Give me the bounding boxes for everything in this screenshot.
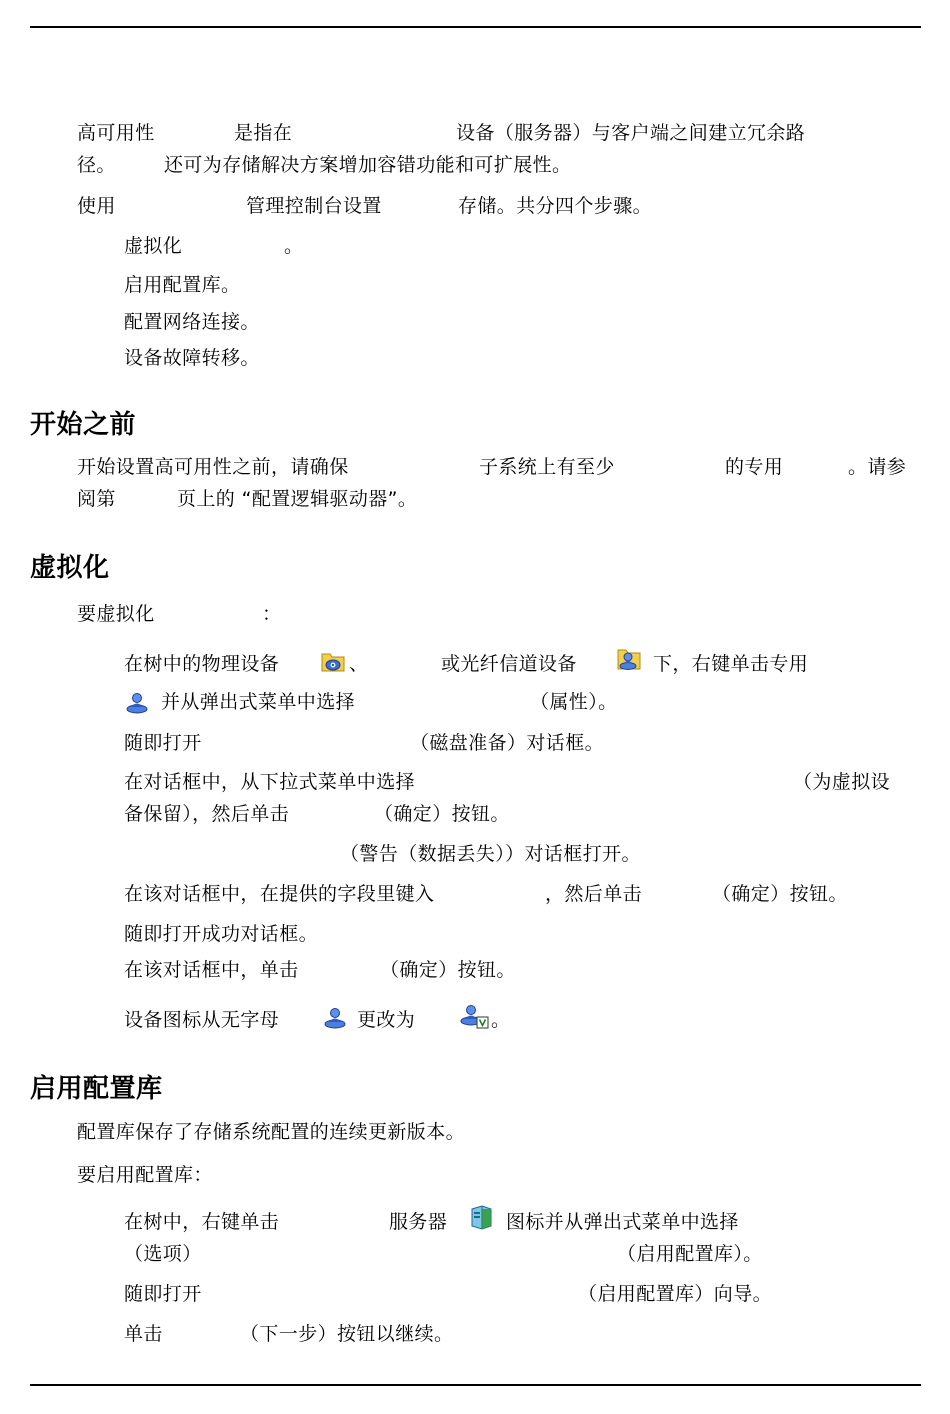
repo-s1-e: （启用配置库）。	[617, 1243, 763, 1265]
repo-s1-b: 服务器	[389, 1211, 448, 1233]
intro-line2-a: 径。	[77, 154, 116, 176]
before-p1-d: 。请参	[848, 456, 907, 478]
virt-s2-b: （磁盘准备）对话框。	[410, 732, 605, 754]
heading-before: 开始之前	[30, 410, 137, 440]
step-config-network: 配置网络连接。	[124, 311, 260, 333]
intro-line3-b: 管理控制台设置	[246, 195, 382, 217]
heading-virtualize: 虚拟化	[30, 553, 110, 583]
repo-s1-a: 在树中，右键单击	[124, 1211, 280, 1233]
bottom-rule	[30, 1384, 921, 1386]
virt-s5-a: 在该对话框中，在提供的字段里键入	[124, 883, 435, 905]
virt-s1-c: 或光纤信道设备	[441, 653, 577, 675]
virt-s7-a: 在该对话框中，单击	[124, 959, 299, 981]
before-p1-b: 子系统上有至少	[479, 456, 615, 478]
virt-s1-e: 并从弹出式菜单中选择	[161, 691, 356, 713]
fibre-channel-device-icon	[616, 645, 642, 673]
step-failover: 设备故障转移。	[124, 347, 260, 369]
repo-s3-a: 单击	[124, 1323, 163, 1345]
virt-s3-a: 在对话框中，从下拉式菜单中选择	[124, 771, 416, 793]
virt-s3-b: （为虚拟设	[793, 771, 891, 793]
virt-s5-b: ，然后单击	[545, 883, 643, 905]
before-p1-a: 开始设置高可用性之前，请确保	[77, 456, 349, 478]
before-p2-a: 阅第	[77, 488, 116, 510]
virt-s1-d: 下，右键单击专用	[653, 653, 809, 675]
heading-enable-repo: 启用配置库	[30, 1074, 163, 1104]
virt-s6: 随即打开成功对话框。	[124, 923, 319, 945]
repo-s2-a: 随即打开	[124, 1283, 202, 1305]
virt-lead-b: ：	[262, 603, 282, 625]
virt-s7-b: （确定）按钮。	[380, 959, 516, 981]
virt-s4: （警告（数据丢失））对话框打开。	[340, 843, 641, 865]
repo-s1-c: 图标并从弹出式菜单中选择	[506, 1211, 739, 1233]
intro-line1-c: 设备（服务器）与客户端之间建立冗余路	[456, 122, 806, 144]
step-virtualize: 虚拟化	[124, 235, 183, 257]
repo-s3-b: （下一步）按钮以继续。	[240, 1323, 454, 1345]
intro-line3-c: 存储。共分四个步骤。	[458, 195, 653, 217]
intro-line1-b: 是指在	[234, 122, 293, 144]
server-icon	[468, 1203, 494, 1231]
repo-lead: 要启用配置库：	[77, 1164, 213, 1186]
virt-lead-a: 要虚拟化	[77, 603, 155, 625]
intro-line1-a: 高可用性	[77, 122, 155, 144]
intro-line2-b: 还可为存储解决方案增加容错功能和可扩展性。	[164, 154, 572, 176]
virt-s1-b: 、	[349, 653, 369, 675]
virt-s8-b: 更改为	[357, 1009, 416, 1031]
repo-s2-b: （启用配置库）向导。	[578, 1283, 773, 1305]
before-p1-c: 的专用	[725, 456, 784, 478]
virt-s8-c: 。	[491, 1009, 511, 1031]
before-p2-b: 页上的 “配置逻辑驱动器”。	[177, 488, 418, 510]
virt-s5-c: （确定）按钮。	[712, 883, 848, 905]
repo-s1-d: （选项）	[124, 1243, 202, 1265]
virt-s8-a: 设备图标从无字母	[124, 1009, 280, 1031]
step-enable-repo: 启用配置库。	[124, 274, 241, 296]
repo-p1: 配置库保存了存储系统配置的连续更新版本。	[77, 1121, 466, 1143]
top-rule	[30, 26, 921, 28]
disk-user-icon	[124, 688, 150, 716]
intro-line3-a: 使用	[77, 195, 116, 217]
virtualized-device-icon	[458, 1001, 490, 1029]
virt-s1-f: （属性）。	[530, 691, 618, 713]
virt-s3-d: （确定）按钮。	[374, 803, 510, 825]
virt-s1-a: 在树中的物理设备	[124, 653, 280, 675]
step-virtualize-period: 。	[284, 235, 304, 257]
virt-s3-c: 备保留），然后单击	[124, 803, 290, 825]
physical-device-folder-icon	[320, 647, 346, 675]
disk-user-icon	[322, 1003, 348, 1031]
virt-s2-a: 随即打开	[124, 732, 202, 754]
